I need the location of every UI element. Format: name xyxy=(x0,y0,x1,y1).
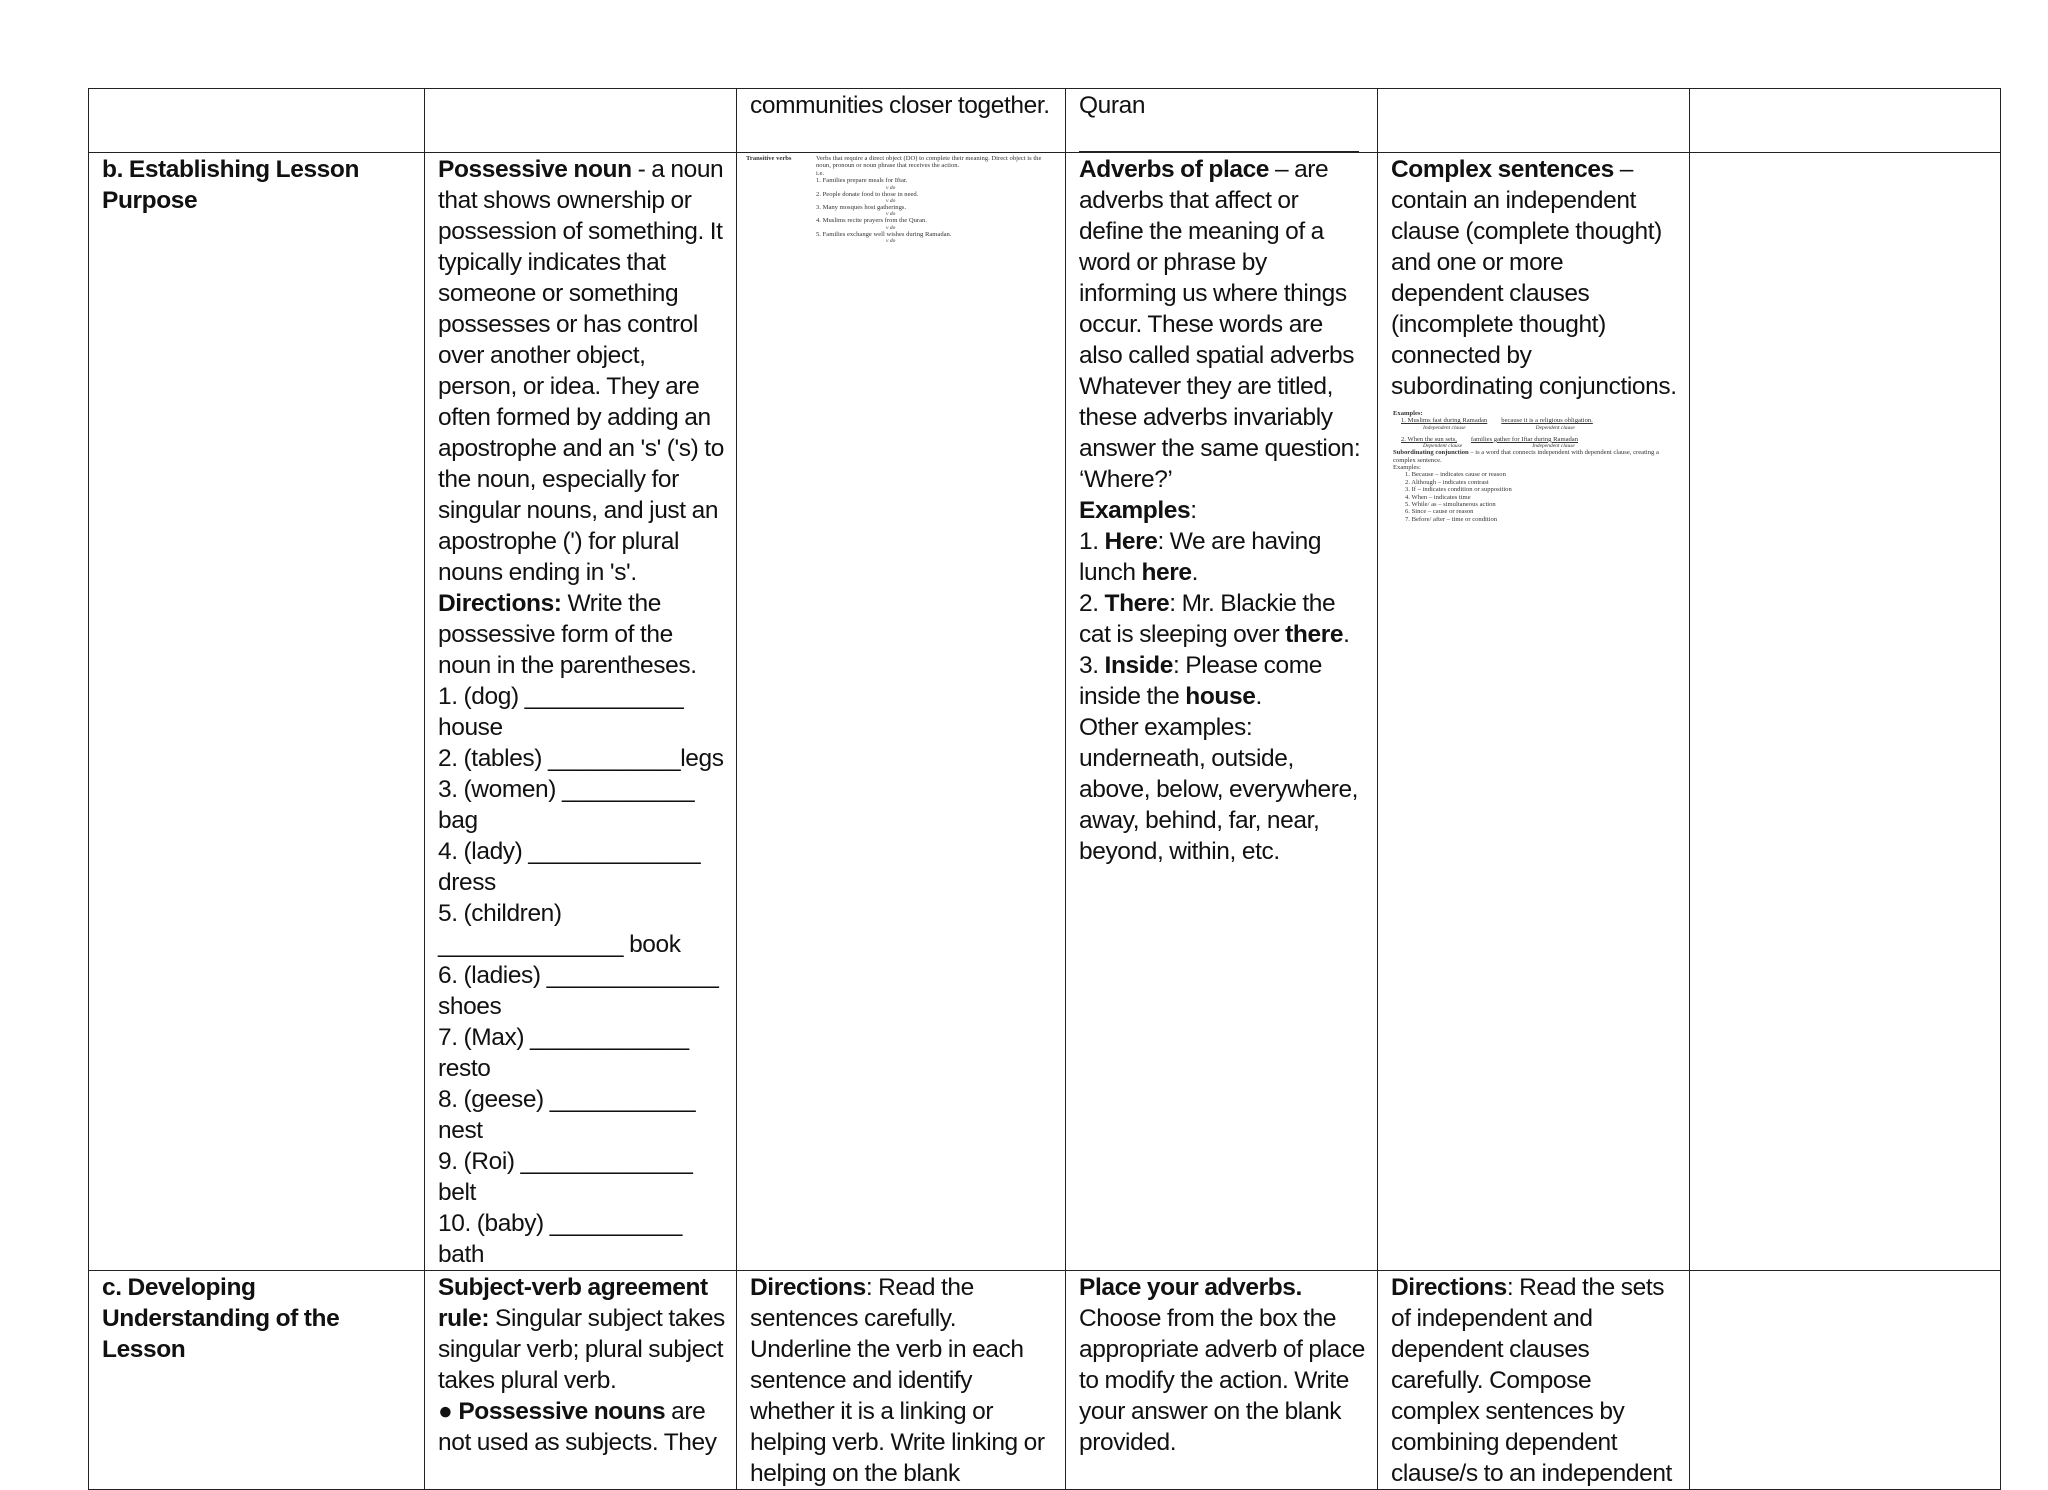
complex-definition xyxy=(1391,154,1679,402)
row-label-cell xyxy=(89,1271,425,1490)
tv-item: 2. People donate food to those in need. xyxy=(816,190,919,198)
cx-list-item: 4. When – indicates time xyxy=(1405,493,1471,501)
directions-text: : Read the sets of independent and dependent clauses carefully. Compose complex sentences by combining dependent clause/s to an independent xyxy=(1391,1274,1672,1487)
exercise-item-cont: house xyxy=(438,714,503,741)
tv-item: 3. Many mosques host gatherings. xyxy=(816,204,907,212)
ex-text: : Please come inside the xyxy=(1079,652,1322,710)
transitive-verbs-cell xyxy=(737,153,1066,1271)
ex-end: here xyxy=(1141,559,1192,586)
term: Complex sentences xyxy=(1391,156,1614,183)
directions-cell xyxy=(1378,1271,1690,1490)
ex-num: 1. xyxy=(1079,528,1105,555)
cx-examples2: Examples: xyxy=(1393,464,1421,472)
tv-item: 1. Families prepare meals for Iftar. xyxy=(816,177,908,185)
cx-cap: Independent clause xyxy=(1423,424,1466,431)
cx-example xyxy=(1393,417,1673,424)
ex-num: 2. xyxy=(1079,590,1105,617)
term: Possessive noun xyxy=(438,156,632,183)
term: Adverbs of place xyxy=(1079,156,1270,183)
exercise-item-cont: ______________ book xyxy=(438,931,681,958)
rule-text: Singular subject takes singular verb; plural subject takes plural verb. xyxy=(438,1305,725,1394)
cell-empty xyxy=(425,89,737,153)
example-3: 3. Inside: Please come inside the house. xyxy=(1079,652,1322,710)
tv-marks: v do xyxy=(886,238,896,245)
tv-definition: Verbs that require a direct object (DO) to complete their meaning. Direct object is the noun, pronoun or noun phrase that receives the action. xyxy=(816,155,1042,170)
row-label: c. Developing Understanding of the Lesson xyxy=(102,1274,340,1363)
sva-rule xyxy=(438,1272,726,1396)
cx-examples: Examples: xyxy=(1393,410,1423,417)
cell-empty xyxy=(1690,89,2001,153)
cell-text xyxy=(1066,89,1378,153)
ex-word: Here xyxy=(1104,528,1158,555)
adverbs-definition xyxy=(1079,154,1367,495)
complex-sentences-image xyxy=(1393,410,1673,523)
cx-cap: Independent clause xyxy=(1532,443,1575,450)
examples-label-text: Examples xyxy=(1079,497,1191,524)
exercise-item: 8. (geese) ___________ xyxy=(438,1086,696,1113)
cell-empty xyxy=(89,89,425,153)
cx-sub-term: Subordinating conjunction xyxy=(1393,449,1469,457)
activity-title: Place your adverbs. xyxy=(1079,1274,1302,1301)
cx-sub-text: – is a word that connects independent with dependent clause, creating a complex sentence. xyxy=(1393,449,1659,464)
cx-cap: Dependent clause xyxy=(1423,443,1463,450)
answer-blank-line xyxy=(1079,121,1359,152)
cx-cap: Dependent clause xyxy=(1535,424,1575,431)
examples-label: Examples: xyxy=(1079,497,1197,524)
exercise-item: 4. (lady) _____________ xyxy=(438,838,701,865)
cell-empty xyxy=(1378,89,1690,153)
exercise-item: 2. (tables) __________legs xyxy=(438,745,724,772)
cell-text xyxy=(737,89,1066,153)
table-row xyxy=(89,89,2001,153)
exercise-item-cont: resto xyxy=(438,1055,491,1082)
ex-num: 3. xyxy=(1079,652,1105,679)
cx-clause: 1. Muslims fast during Ramadan xyxy=(1401,417,1488,425)
directions-text: : Read the sentences carefully. Underline the verb in each sentence and identify whether it is a linking or helping verb. Write linking or helping on the blank xyxy=(750,1274,1045,1487)
cx-list-item: 3. If – indicates condition or supposition xyxy=(1405,486,1512,494)
tv-marks: v do xyxy=(886,224,896,231)
directions-label: Directions: xyxy=(438,590,562,617)
adverbs-of-place-cell xyxy=(1066,153,1378,1271)
cx-clause: because it is a religious obligation. xyxy=(1501,417,1593,425)
directions-label: Directions xyxy=(1391,1274,1507,1301)
tv-heading: Transitive verbs xyxy=(746,155,792,162)
directions-label: Directions xyxy=(750,1274,866,1301)
tv-marks: v do xyxy=(886,211,896,218)
cx-list-item: 1. Because – indicates cause or reason xyxy=(1405,471,1506,479)
cell-empty xyxy=(1690,153,2001,1271)
tv-item: 5. Families exchange well wishes during Ramadan. xyxy=(816,230,952,238)
ex-end: house xyxy=(1185,683,1256,710)
tv-marks: v do xyxy=(886,198,896,205)
row-label: b. Establishing Lesson Purpose xyxy=(102,156,360,214)
ex-end: there xyxy=(1285,621,1344,648)
cx-list-item: 6. Since – cause or reason xyxy=(1405,508,1474,516)
example-2: 2. There: Mr. Blackie the cat is sleeping over there. xyxy=(1079,590,1350,648)
bullet-term: Possessive nouns xyxy=(458,1398,666,1425)
lesson-plan-table xyxy=(88,88,2001,1490)
exercise-item-cont: dress xyxy=(438,869,496,896)
possessive-noun-cell xyxy=(425,153,737,1271)
cx-clause: 2. When the sun sets, xyxy=(1401,435,1457,443)
bullet-text: are not used as subjects. They xyxy=(438,1398,717,1456)
tv-marks: v do xyxy=(886,184,896,191)
transitive-verbs-image xyxy=(746,155,1055,244)
cx-list-item: 2. Although – indicates contrast xyxy=(1405,478,1489,486)
example-1: 1. Here: We are having lunch here. xyxy=(1079,528,1322,586)
rule-label: Subject-verb agreement rule: xyxy=(438,1274,708,1332)
tv-ie: i.e. xyxy=(816,169,825,177)
row-label-cell xyxy=(89,153,425,1271)
table-row xyxy=(89,1271,2001,1490)
cx-list-item: 5. While/ as – simultaneous action xyxy=(1405,501,1496,509)
cx-clause: families gather for Iftar during Ramadan xyxy=(1470,435,1579,443)
exercise-item: 10. (baby) __________ bath xyxy=(438,1210,682,1268)
cx-sub-def xyxy=(1393,449,1673,464)
exercise-item: 5. (children) xyxy=(438,900,562,927)
place-adverbs-cell xyxy=(1066,1271,1378,1490)
other-examples: Other examples: underneath, outside, above, below, everywhere, away, behind, far, near, beyond, within, etc. xyxy=(1079,714,1359,865)
cx-list-item: 7. Before/ after – time or condition xyxy=(1405,515,1498,523)
definition-text: - a noun that shows ownership or possession of something. It typically indicates that someone or something possesses or has control over another object, person, or idea. They are often formed by adding an apostrophe and an 's' ('s) to the noun, especially for singular nouns, and just an apostrophe (') for plural nouns ending in 's'. xyxy=(438,156,724,586)
cell-text-content: Quran xyxy=(1079,92,1146,119)
bullet-note xyxy=(438,1396,726,1458)
directions xyxy=(438,588,726,681)
ex-word: Inside xyxy=(1104,652,1173,679)
activity-text: Choose from the box the appropriate adverb of place to modify the action. Write your answer on the blank provided. xyxy=(1079,1305,1365,1456)
directions-text: Write the possessive form of the noun in the parentheses. xyxy=(438,590,697,679)
exercise-item: 7. (Max) ____________ xyxy=(438,1024,689,1051)
exercise-item: 1. (dog) ____________ xyxy=(438,683,684,710)
exercise-item: 3. (women) __________ bag xyxy=(438,776,695,834)
definition-text: – are adverbs that affect or define the meaning of a word or phrase by informing us where things occur. These words are also called spatial adverbs Whatever they are titled, these adverbs invariably answer the same question: ‘Where?’ xyxy=(1079,156,1361,493)
directions-cell xyxy=(737,1271,1066,1490)
ex-text: : Mr. Blackie the cat is sleeping over xyxy=(1079,590,1336,648)
ex-text: : We are having lunch xyxy=(1079,528,1322,586)
exercise-item-cont: shoes xyxy=(438,993,502,1020)
exercise-item: 9. (Roi) _____________ belt xyxy=(438,1148,693,1206)
table-row xyxy=(89,153,2001,1271)
cx-example xyxy=(1393,436,1673,443)
bullet-icon: ● xyxy=(438,1398,459,1425)
ex-word: There xyxy=(1104,590,1170,617)
cell-text-content: communities closer together. xyxy=(750,92,1050,119)
complex-sentences-cell xyxy=(1378,153,1690,1271)
exercise-item: 6. (ladies) _____________ xyxy=(438,962,719,989)
tv-item: 4. Muslims recite prayers from the Quran. xyxy=(816,217,927,225)
possessive-definition xyxy=(438,154,726,588)
sva-rule-cell xyxy=(425,1271,737,1490)
definition-text: – contain an independent clause (complete thought) and one or more dependent clauses (incomplete thought) connected by subordinating conjunctions. xyxy=(1391,156,1677,400)
cell-empty xyxy=(1690,1271,2001,1490)
exercise-item-cont: nest xyxy=(438,1117,483,1144)
